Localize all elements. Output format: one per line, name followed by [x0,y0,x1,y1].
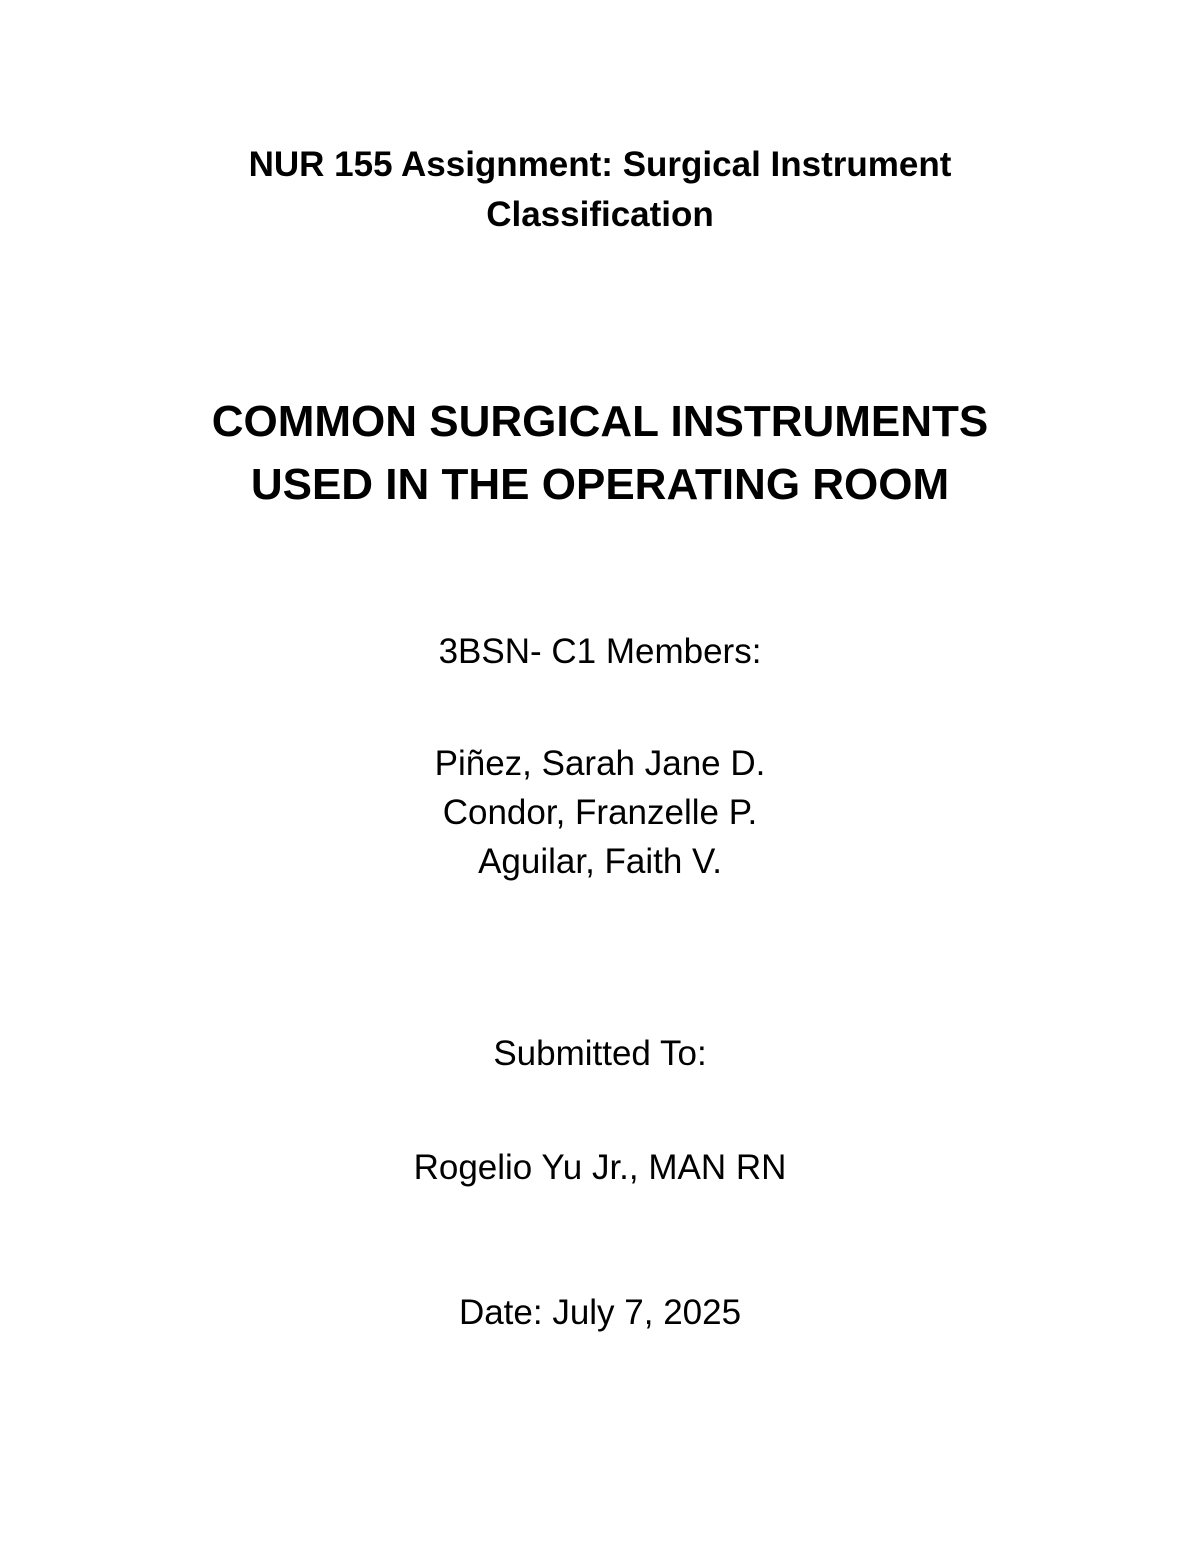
main-title-line-1: COMMON SURGICAL INSTRUMENTS [211,397,989,446]
instructor-name: Rogelio Yu Jr., MAN RN [413,1148,787,1187]
member-name: Condor, Franzelle P. [442,793,758,832]
member-name: Piñez, Sarah Jane D. [434,744,766,783]
member-name: Aguilar, Faith V. [478,842,722,881]
group-members-label: 3BSN- C1 Members: [438,632,762,671]
submission-date: Date: July 7, 2025 [458,1293,742,1332]
assignment-title-line-1: NUR 155 Assignment: Surgical Instrument [248,145,952,184]
submitted-to-label: Submitted To: [493,1034,707,1073]
main-title-line-2: USED IN THE OPERATING ROOM [250,460,950,509]
assignment-title-line-2: Classification [486,195,714,234]
